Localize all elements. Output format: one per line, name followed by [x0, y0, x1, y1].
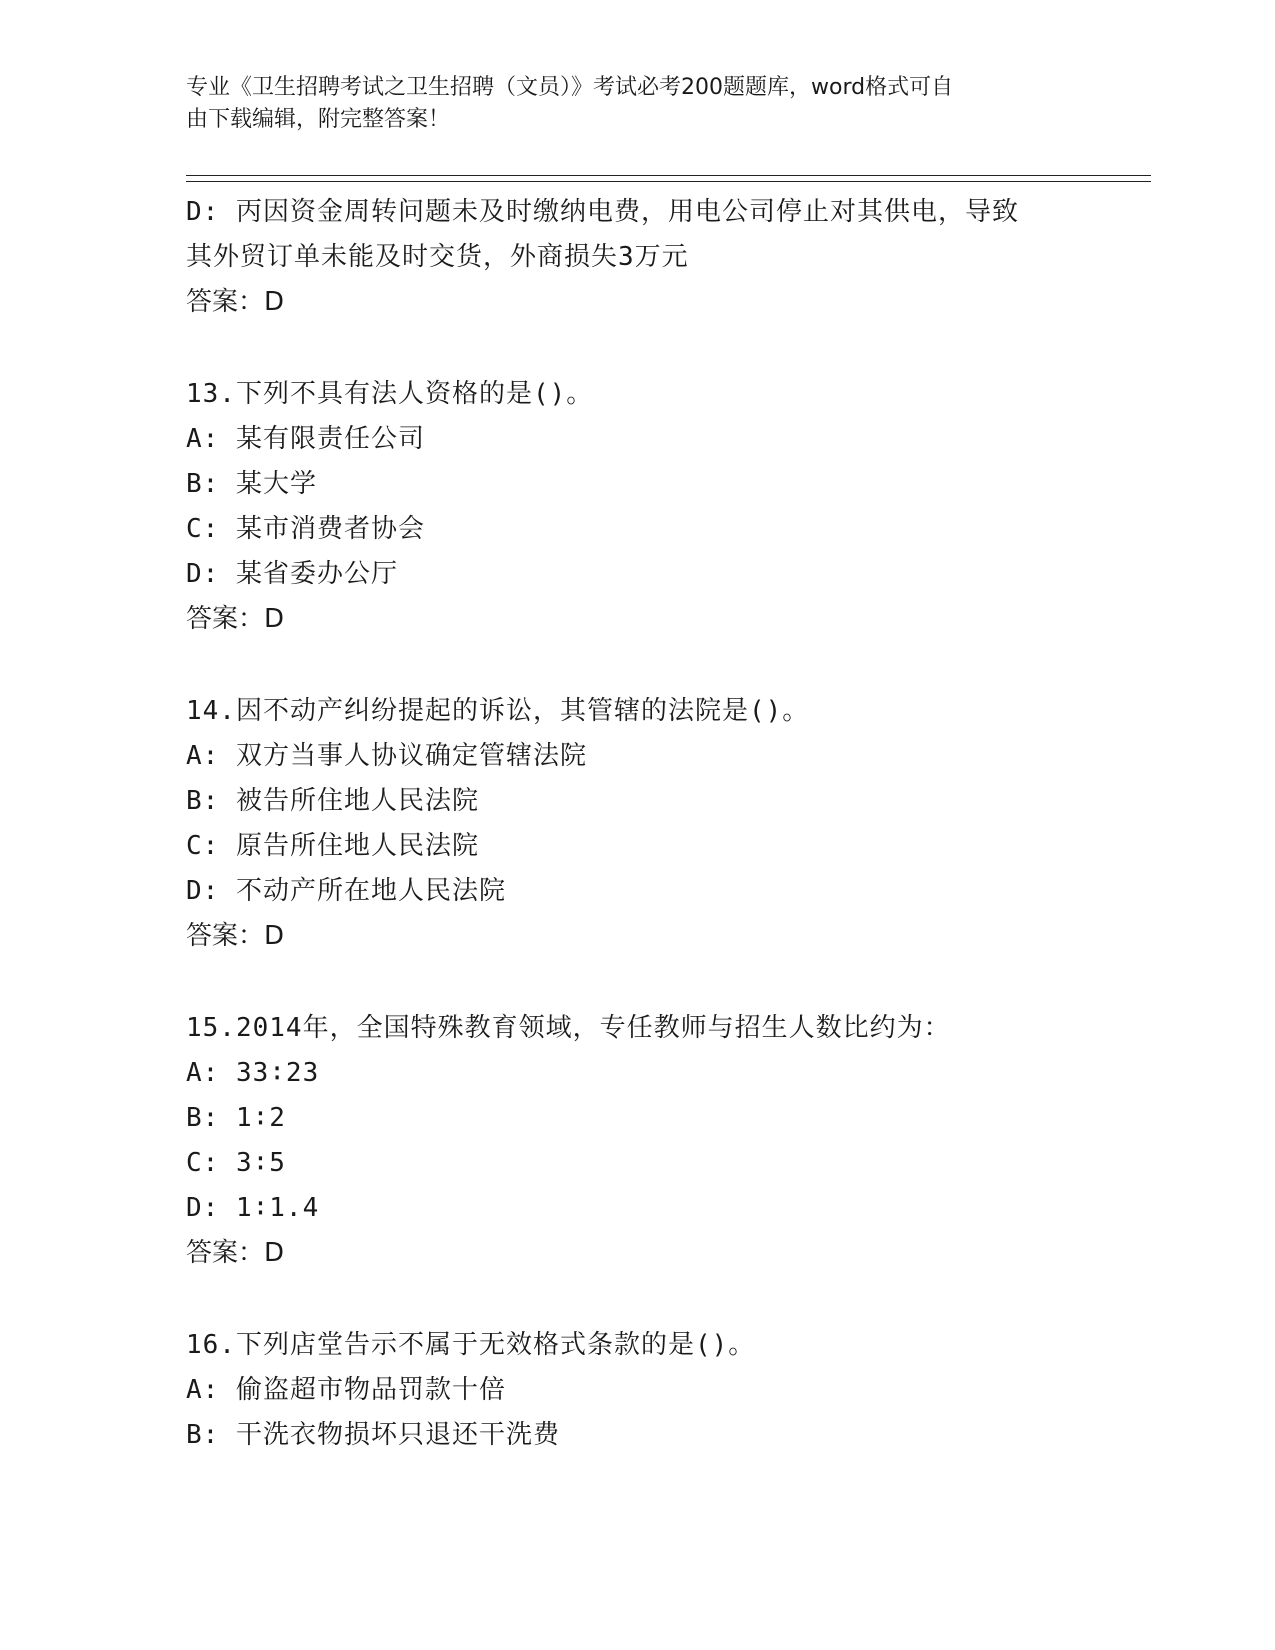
question-stem: 13.下列不具有法人资格的是()。 [186, 379, 594, 409]
option-c: C: 3∶5 [186, 1148, 286, 1178]
option-b: B: 1∶2 [186, 1103, 286, 1133]
document-header [186, 72, 1086, 136]
header-rule-bottom [186, 181, 1151, 182]
option-a: A: 33∶23 [186, 1058, 320, 1088]
answer: 答案：D [186, 921, 285, 951]
question-14 [186, 689, 1086, 959]
option-d-continued: 其外贸订单未能及时交货，外商损失3万元 [186, 242, 689, 272]
question-stem: 14.因不动产纠纷提起的诉讼，其管辖的法院是()。 [186, 696, 810, 726]
option-c: C: 原告所住地人民法院 [186, 831, 479, 861]
question-stem: 16.下列店堂告示不属于无效格式条款的是()。 [186, 1330, 756, 1360]
question-content [186, 190, 1086, 1458]
option-b: B: 干洗衣物损坏只退还干洗费 [186, 1420, 560, 1450]
option-b: B: 某大学 [186, 469, 317, 499]
option-a: A: 双方当事人协议确定管辖法院 [186, 741, 587, 771]
question-stem: 15.2014年，全国特殊教育领域，专任教师与招生人数比约为： [186, 1013, 951, 1043]
option-c: C: 某市消费者协会 [186, 514, 425, 544]
option-d: D: 1∶1.4 [186, 1193, 320, 1223]
question-15 [186, 1006, 1086, 1276]
header-rule-top [186, 175, 1151, 176]
option-b: B: 被告所住地人民法院 [186, 786, 479, 816]
header-line-2: 由下载编辑，附完整答案！ [186, 107, 451, 132]
answer: 答案：D [186, 604, 285, 634]
question-16 [186, 1323, 1086, 1458]
option-d: D: 丙因资金周转问题未及时缴纳电费，用电公司停止对其供电，导致 [186, 197, 1019, 227]
answer: 答案：D [186, 287, 285, 317]
option-a: A: 某有限责任公司 [186, 424, 425, 454]
prev-question-tail [186, 190, 1086, 325]
option-a: A: 偷盗超市物品罚款十倍 [186, 1375, 506, 1405]
option-d: D: 不动产所在地人民法院 [186, 876, 506, 906]
header-line-1: 专业《卫生招聘考试之卫生招聘（文员）》考试必考200题题库，word格式可自 [186, 75, 954, 100]
answer: 答案：D [186, 1238, 285, 1268]
question-13 [186, 372, 1086, 642]
option-d: D: 某省委办公厅 [186, 559, 398, 589]
